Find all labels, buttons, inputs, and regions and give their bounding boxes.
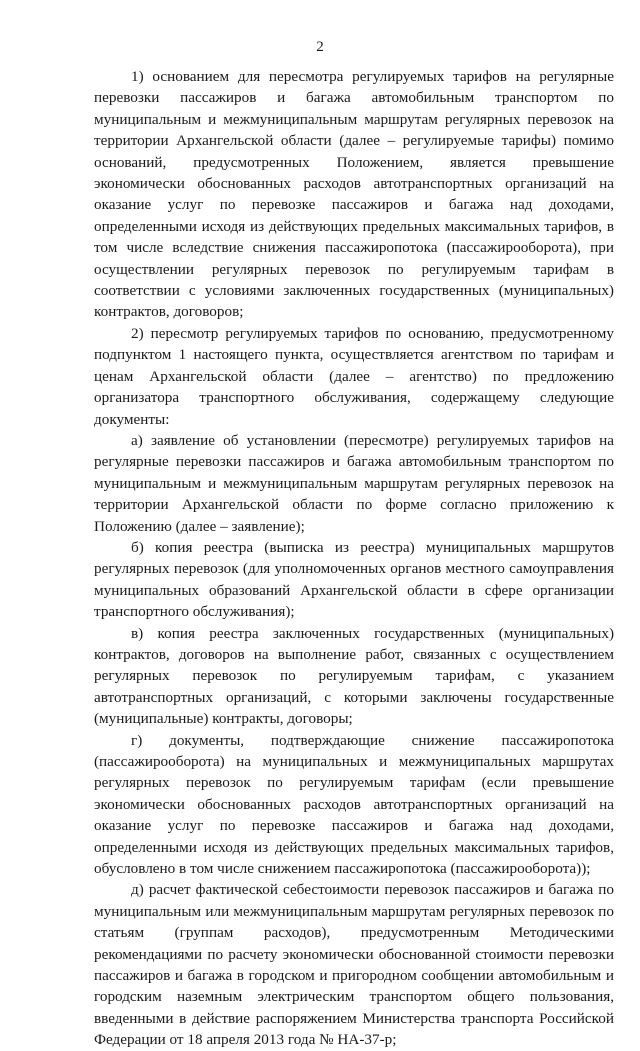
paragraph-d: д) расчет фактической себестоимости перевозок пассажиров и багажа по муниципальным или межмуниципальным маршрутам регулярных перевозок по статьям (группам расходов), предусмотренным Методическими рекомендациями по расчету экономически обоснованной стоимости перевозки пассажиров и багажа в городском и пригородном сообщении автомобильным и городским наземным электрическим транспортом общего пользования, введенными в действие распоряжением Министерства транспорта Российской Федерации от 18 апреля 2013 года № НА-37-р; [94, 881, 614, 1049]
paragraph-2: 2) пересмотр регулируемых тарифов по основанию, предусмотренному подпунктом 1 настоящего пункта, осуществляется агентством по тарифам и ценам Архангельской области (далее – агентство) по предложению организатора транспортного обслуживания, содержащему следующие документы: [94, 324, 614, 428]
paragraph-1: 1) основанием для пересмотра регулируемых тарифов на регулярные перевозки пассажиров и багажа автомобильным транспортом по муниципальным и межмуниципальным маршрутам регулярных перевозок на территории Архангельской области (далее – регулируемые тарифы) помимо оснований, предусмотренных Положением, является превышение экономически обоснованных расходов автотранспортных организаций на оказание услуг по перевозке пассажиров и багажа над доходами, определенными исходя из действующих предельных максимальных тарифов, в том числе вследствие снижения пассажиропотока (пассажирооборота), при осуществлении регулярных перевозок по регулируемым тарифам в соответствии с условиями заключенных государственных (муниципальных) контрактов, договоров; [94, 68, 614, 321]
page-number: 2 [316, 39, 324, 55]
paragraph-a: а) заявление об установлении (пересмотре) регулируемых тарифов на регулярные перевозки пассажиров и багажа автомобильным транспортом по муниципальным и межмуниципальным маршрутам регулярных перевозок на территории Архангельской области по форме согласно приложению к Положению (далее – заявление); [94, 431, 614, 535]
document-body [94, 66, 614, 1051]
paragraph-v: в) копия реестра заключенных государственных (муниципальных) контрактов, договоров на выполнение работ, связанных с осуществлением регулярных перевозок по регулируемым тарифам, с указанием автотранспортных организаций, с которыми заключены государственные (муниципальные) контракты, договоры; [94, 624, 614, 728]
paragraph-g: г) документы, подтверждающие снижение пассажиропотока (пассажирооборота) на муниципальных и межмуниципальных маршрутах регулярных перевозок по регулируемым тарифам (если превышение экономически обоснованных расходов автотранспортных организаций на оказание услуг по перевозке пассажиров и багажа над доходами, определенными исходя из действующих предельных максимальных тарифов, обусловлено в том числе снижением пассажиропотока (пассажирооборота)); [94, 731, 614, 878]
paragraph-b: б) копия реестра (выписка из реестра) муниципальных маршрутов регулярных перевозок (для уполномоченных органов местного самоуправления муниципальных образований Архангельской области в сфере организации транспортного обслуживания); [94, 538, 614, 621]
